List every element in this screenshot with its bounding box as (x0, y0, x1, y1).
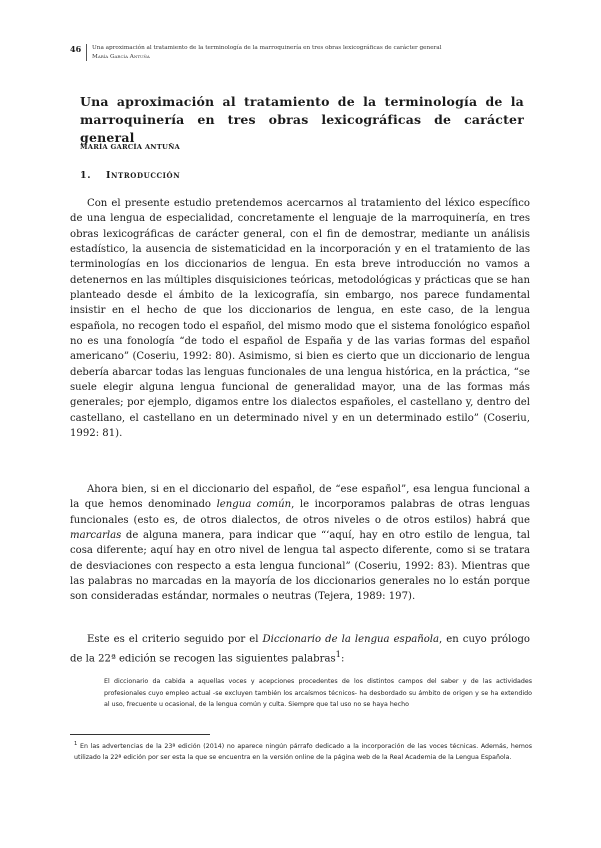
p2-emphasis-marcarlas: marcarlas (70, 530, 122, 542)
footnote-reference[interactable]: 1 (335, 649, 342, 660)
footnote-text: En las advertencias de la 23ª edición (2014) no aparece ningún párrafo dedicado a la incorporación de las voces técnicas. Además, hemos utilizado la 22ª edición por ser esta la que se encuentra en la versión online de la página web de la Real Academia de la Lengua Española. (74, 743, 532, 761)
article-author: MARÍA GARCÍA ANTUÑA (80, 143, 180, 151)
page-number: 46 (70, 44, 82, 54)
p3-emphasis-dictionary: Diccionario de la lengua española (262, 634, 440, 645)
p2-emphasis-lengua-comun: lengua común (216, 499, 292, 511)
paragraph-3 (70, 632, 530, 667)
p3-text-b: , en cuyo prólogo de la 22ª edición se recogen las siguientes palabras (70, 634, 530, 665)
p3-text-c: : (341, 653, 345, 665)
running-title: Una aproximación al tratamiento de la terminología de la marroquinería en tres obras lexicográficas de carácter general (92, 45, 442, 51)
paragraph-2 (70, 482, 530, 605)
running-author: María García Antuña (92, 54, 150, 60)
paragraph-2-text (70, 482, 530, 605)
paragraph-1-text: Con el presente estudio pretendemos acercarnos al tratamiento del léxico específico de una lengua de especialidad, concretamente el lenguaje de la marroquinería, en tres obras lexicográficas de carácter general, con el fin de demostrar, mediante un análisis estadístico, la ausencia de sistematicidad en la incorporación y en el tratamiento de las terminologías en los diccionarios de lengua. En esta breve introducción no vamos a detenernos en las múltiples disquisiciones teóricas, metodológicas y prácticas que se han planteado desde el ámbito de la lexicografía, sin embargo, nos parece fundamental insistir en el hecho de que los diccionarios de lengua, en este caso, de la lengua española, no recogen todo el español, del mismo modo que el sistema fonológico español no es una fonología “de todo el español de España y de las varias formas del español americano” (Coseriu, 1992: 80). Asimismo, si bien es cierto que un diccionario de lengua debería abarcar todas las lenguas funcionales de una lengua histórica, en la práctica, “se suele elegir alguna lengua funcional de generalidad mayor, una de las formas más generales; por ejemplo, digamos entre los dialectos españoles, el castellano y, dentro del castellano, el castellano en un determinado nivel y en un determinado estilo” (Coseriu, 1992: 81). (70, 198, 530, 440)
p2-text-c: de alguna manera, para indicar que “‘aquí, hay en otro estilo de lengua, tal cosa diferente; aquí hay en otro nivel de lengua tal aspecto diferente, como si se tratara de desviaciones con respecto a esta lengua funcional” (Coseriu, 1992: 83). Mientras que las palabras no marcadas en la mayoría de los diccionarios generales no lo están porque son consideradas estándar, normales o neutras (Tejera, 1989: 197). (70, 530, 530, 603)
block-quote: El diccionario da cabida a aquellas voces y acepciones procedentes de los distintos campos del saber y de las actividades profesionales cuyo empleo actual -se excluyen también los arcaísmos técnicos- ha desbordado su ámbito de origen y se ha extendido al uso, frecuente u ocasional, de la lengua común y culta. Siempre que tal uso no se haya hecho (104, 678, 532, 708)
p2-text-b: , le incorporamos palabras de otras lenguas funcionales (esto es, de otros dialectos, de otros niveles o de otros estilos) habrá que (70, 499, 530, 526)
paragraph-1 (70, 196, 530, 442)
paragraph-3-text (70, 632, 530, 667)
section-number: 1. (80, 170, 92, 181)
footnote-divider (70, 734, 210, 735)
p3-text-a: Este es el criterio seguido por el (87, 634, 263, 645)
article-title: Una aproximación al tratamiento de la terminología de la marroquinería en tres obras lexicográficas de carácter general (80, 94, 524, 145)
header-divider (86, 44, 87, 61)
section-title: Introducción (106, 170, 181, 181)
footnote (74, 739, 532, 763)
running-header (70, 44, 540, 62)
running-header-text (92, 44, 442, 62)
footnote-marker: 1 (74, 741, 78, 747)
p2-text-a: Ahora bien, si en el diccionario del español, de “ese español”, esa lengua funcional a la que hemos denominado (70, 484, 530, 511)
section-heading (80, 170, 180, 181)
